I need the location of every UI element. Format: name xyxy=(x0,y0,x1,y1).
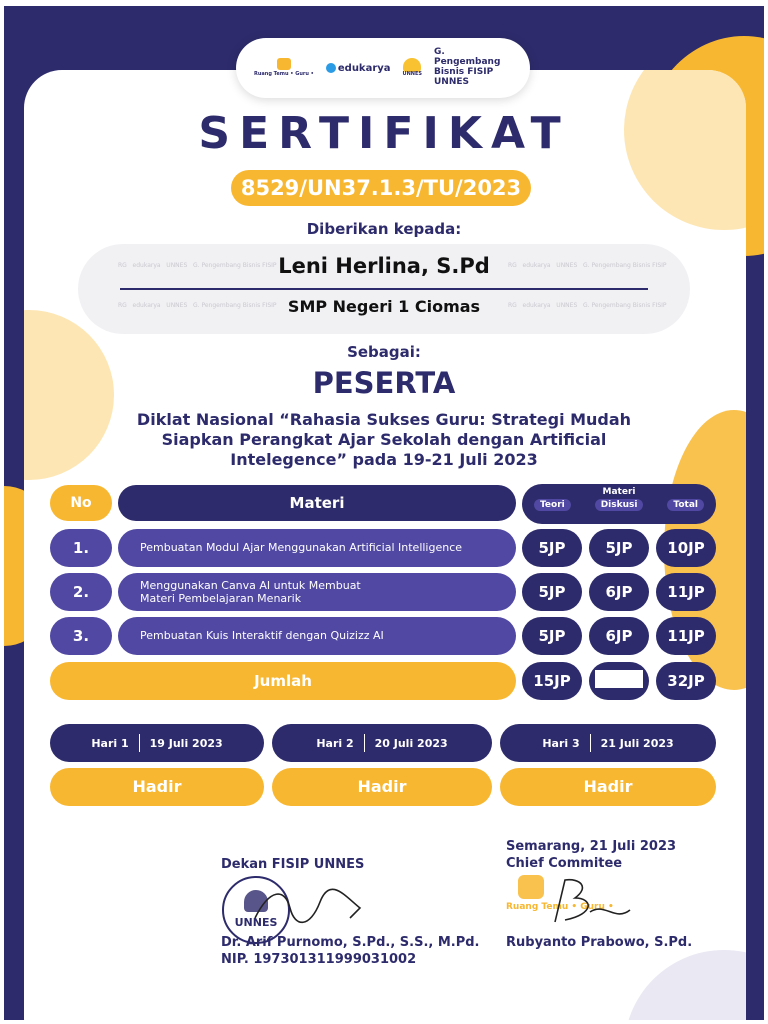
table-row-materi: Menggunakan Canva AI untuk Membuat Materi Pembelajaran Menarik xyxy=(118,573,516,611)
table-row-teori: 5JP xyxy=(522,617,582,655)
jumlah-diskusi-redacted xyxy=(589,662,649,700)
watermark: RG edukarya UNNES G. Pengembang Bisnis FISIP xyxy=(118,262,277,269)
jumlah-total: 32JP xyxy=(656,662,716,700)
watermark: RG edukarya UNNES G. Pengembang Bisnis FISIP xyxy=(508,262,667,269)
day-label: Hari 3 xyxy=(542,736,580,750)
table-row-no: 2. xyxy=(50,573,112,611)
table-row-materi: Pembuatan Modul Ajar Menggunakan Artificial Intelligence xyxy=(118,529,516,567)
training-description: Diklat Nasional “Rahasia Sukses Guru: Strategi Mudah Siapkan Perangkat Ajar Sekolah dengan Artificial Intelegence” pada 19-21 Juli 2023 xyxy=(136,410,632,469)
divider xyxy=(590,734,591,752)
table-row-teori: 5JP xyxy=(522,529,582,567)
jp-header-diskusi: Diskusi xyxy=(595,499,644,511)
jumlah-teori: 15JP xyxy=(522,662,582,700)
day-label: Hari 1 xyxy=(91,736,129,750)
table-row-no: 3. xyxy=(50,617,112,655)
watermark: RG edukarya UNNES G. Pengembang Bisnis FISIP xyxy=(118,302,277,309)
day-3-status: Hadir xyxy=(500,768,716,806)
table-header-no: No xyxy=(50,485,112,521)
jp-header-total: Total xyxy=(667,499,704,511)
day-date: 20 Juli 2023 xyxy=(374,736,448,750)
dean-signature xyxy=(250,878,370,934)
jp-header-top: Materi xyxy=(602,487,636,497)
place-date: Semarang, 21 Juli 2023 xyxy=(506,839,677,854)
table-row-teori: 5JP xyxy=(522,573,582,611)
day-3-header xyxy=(500,724,716,762)
fisip-logo-text: G. Pengembang Bisnis FISIP UNNES xyxy=(433,47,501,87)
decor-circle xyxy=(624,950,746,1020)
unnes-logo: UNNES xyxy=(403,58,422,78)
day-date: 21 Juli 2023 xyxy=(600,736,674,750)
name-underline xyxy=(120,288,648,290)
table-row-diskusi: 5JP xyxy=(589,529,649,567)
day-1-status: Hadir xyxy=(50,768,264,806)
day-1-header xyxy=(50,724,264,762)
certificate-number: 8529/UN37.1.3/TU/2023 xyxy=(231,170,531,206)
chief-name: Rubyanto Prabowo, S.Pd. xyxy=(506,935,693,950)
day-2-header xyxy=(272,724,492,762)
table-header-jp xyxy=(522,484,716,524)
jumlah-label: Jumlah xyxy=(50,662,516,700)
ruang-guru-logo: Ruang Temu • Guru • xyxy=(254,58,314,78)
jp-header-teori: Teori xyxy=(534,499,571,511)
recipient-school: SMP Negeri 1 Ciomas xyxy=(287,297,481,316)
stamp-text: UNNES xyxy=(234,916,278,929)
watermark: RG edukarya UNNES G. Pengembang Bisnis FISIP xyxy=(508,302,667,309)
certificate-title: SERTIFIKAT xyxy=(198,108,570,159)
edukarya-logo: edukarya xyxy=(326,63,391,74)
given-to-label: Diberikan kepada: xyxy=(306,220,462,238)
ruang-guru-mark-label: Ruang Temu • Guru • xyxy=(506,902,614,912)
table-row-total: 10JP xyxy=(656,529,716,567)
dean-nip: NIP. 197301311999031002 xyxy=(221,952,417,967)
dean-title: Dekan FISIP UNNES xyxy=(221,857,365,872)
logo-bar xyxy=(236,38,530,98)
table-row-diskusi: 6JP xyxy=(589,617,649,655)
as-label: Sebagai: xyxy=(347,343,421,361)
table-header-materi: Materi xyxy=(118,485,516,521)
divider xyxy=(364,734,365,752)
dean-name: Dr. Arif Purnomo, S.Pd., S.S., M.Pd. xyxy=(221,935,480,950)
jp-subheaders xyxy=(522,499,716,511)
day-label: Hari 2 xyxy=(316,736,354,750)
redaction-box xyxy=(595,670,643,688)
role-title: PESERTA xyxy=(312,366,456,400)
table-row-no: 1. xyxy=(50,529,112,567)
table-row-total: 11JP xyxy=(656,573,716,611)
table-row-total: 11JP xyxy=(656,617,716,655)
recipient-name: Leni Herlina, S.Pd xyxy=(278,254,490,278)
day-date: 19 Juli 2023 xyxy=(149,736,223,750)
chief-signature xyxy=(535,872,645,932)
day-2-status: Hadir xyxy=(272,768,492,806)
table-row-diskusi: 6JP xyxy=(589,573,649,611)
divider xyxy=(139,734,140,752)
table-row-materi: Pembuatan Kuis Interaktif dengan Quizizz AI xyxy=(118,617,516,655)
chief-title: Chief Commitee xyxy=(506,856,623,871)
